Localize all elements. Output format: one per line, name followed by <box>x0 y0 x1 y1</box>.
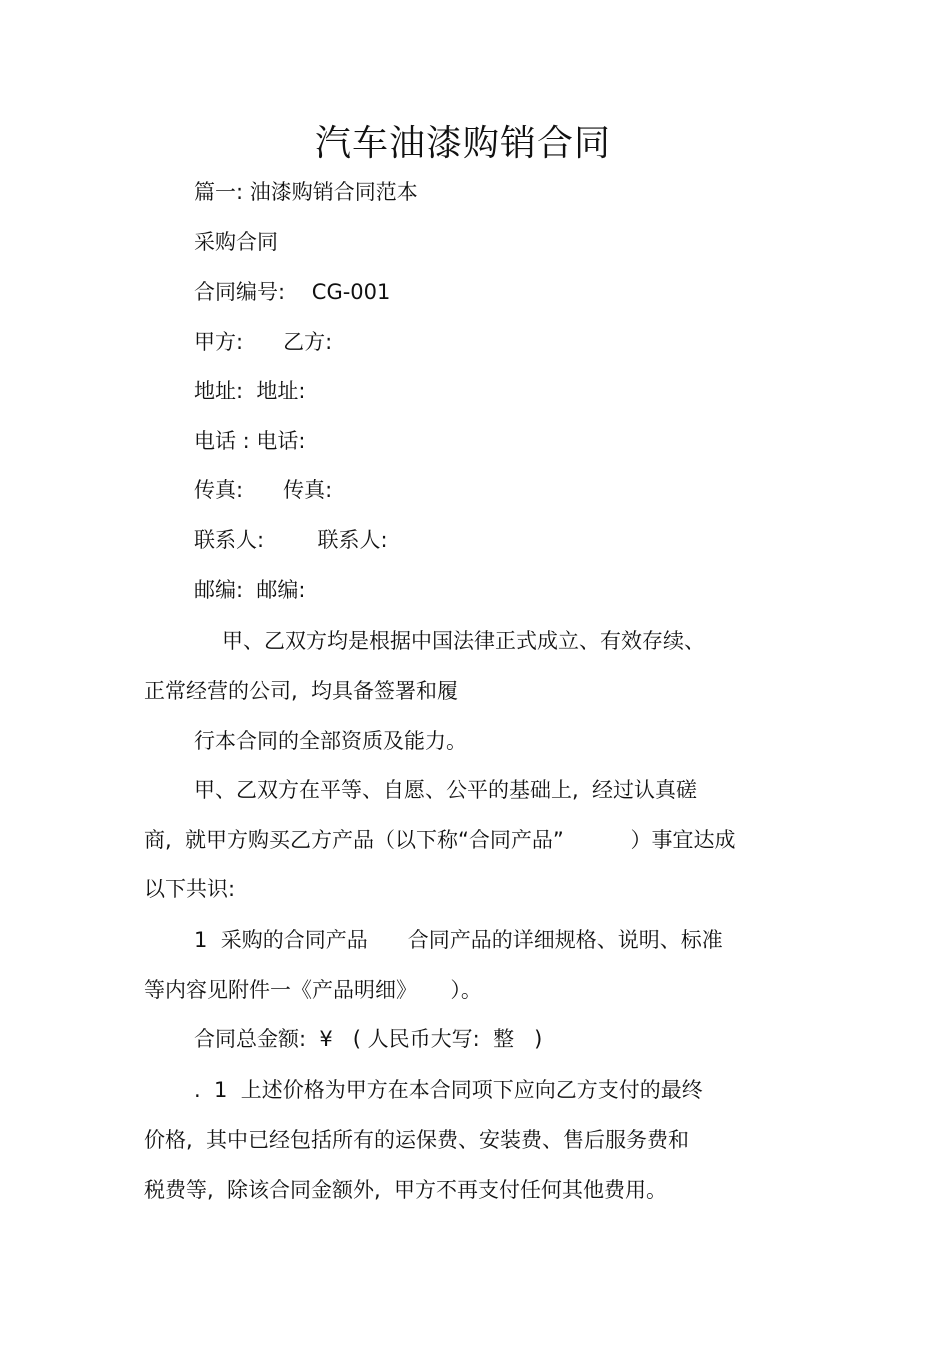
paragraph-line: 价格, 其中已经包括所有的运保费、安装费、售后服务费和 <box>144 1128 690 1152</box>
text-line-purchase-contract: 采购合同 <box>194 230 278 254</box>
paragraph-line: 甲、乙双方在平等、自愿、公平的基础上, 经过认真磋 <box>194 778 698 802</box>
text-line-section-heading: 篇一: 油漆购销合同范本 <box>194 180 418 204</box>
text-line-postcode: 邮编: 邮编: <box>194 578 306 602</box>
text-line-contract-number: 合同编号: CG-001 <box>194 280 391 304</box>
text-line-total-amount: 合同总金额: ¥ ( 人民币大写: 整 ) <box>194 1027 543 1051</box>
paragraph-line: . 1 上述价格为甲方在本合同项下应向乙方支付的最终 <box>194 1078 703 1102</box>
paragraph-line: 等内容见附件一《产品明细》 ）。 <box>144 978 482 1002</box>
text-line-address: 地址: 地址: <box>194 379 306 403</box>
text-line-fax: 传真: 传真: <box>194 478 333 502</box>
document-title: 汽车油漆购销合同 <box>314 123 611 164</box>
text-line-phone: 电话 : 电话: <box>194 429 306 453</box>
text-line-parties: 甲方: 乙方: <box>194 330 333 354</box>
paragraph-line: 以下共识: <box>144 877 236 901</box>
paragraph-line: 税费等, 除该合同金额外, 甲方不再支付任何其他费用。 <box>144 1178 668 1202</box>
paragraph-line: 行本合同的全部资质及能力。 <box>194 729 467 753</box>
paragraph-line: 甲、乙双方均是根据中国法律正式成立、有效存续、 <box>222 629 705 653</box>
text-line-contact: 联系人: 联系人: <box>194 528 388 552</box>
paragraph-line: 商, 就甲方购买乙方产品（以下称“合同产品” ）事宜达成 <box>144 828 736 852</box>
paragraph-line: 1 采购的合同产品 合同产品的详细规格、说明、标准 <box>194 928 723 952</box>
paragraph-line: 正常经营的公司, 均具备签署和履 <box>144 679 459 703</box>
